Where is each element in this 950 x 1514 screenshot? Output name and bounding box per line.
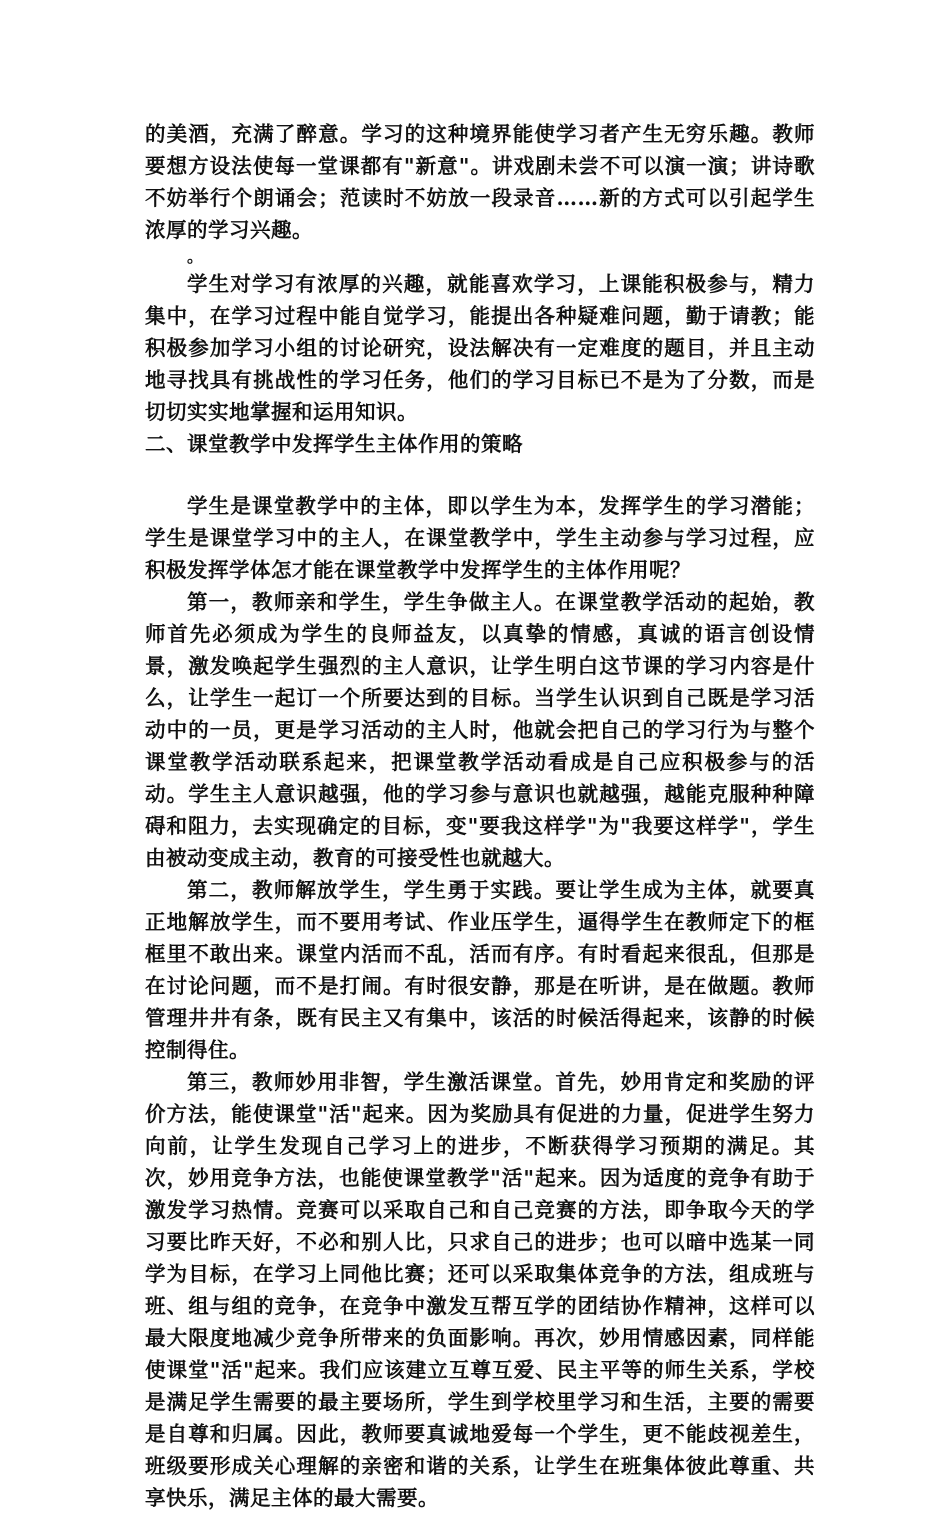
document-page <box>145 118 815 1514</box>
paragraph-first-strategy: 第一，教师亲和学生，学生争做主人。在课堂教学活动的起始，教师首先必须成为学生的良师益友，以真挚的情感，真诚的语言创设情景，激发唤起学生强烈的主人意识，让学生明白这节课的学习内容是什么，让学生一起订一个所要达到的目标。当学生认识到自己既是学习活动中的一员，更是学习活动的主人时，他就会把自己的学习行为与整个课堂教学活动联系起来，把课堂教学活动看成是自己应积极参与的活动。学生主人意识越强，他的学习参与意识也就越强，越能克服种种障碍和阻力，去实现确定的目标，变"要我这样学"为"我要这样学"，学生由被动变成主动，教育的可接受性也就越大。 <box>145 590 815 870</box>
paragraph-subject-role: 学生是课堂教学中的主体，即以学生为本，发挥学生的学习潜能；学生是课堂学习中的主人，在课堂教学中，学生主动参与学习过程，应积极发挥学体怎才能在课堂教学中发挥学生的主体作用呢？ <box>145 494 815 582</box>
paragraph-interest: 学生对学习有浓厚的兴趣，就能喜欢学习，上课能积极参与，精力集中，在学习过程中能自觉学习，能提出各种疑难问题，勤于请教；能积极参加学习小组的讨论研究，设法解决有一定难度的题目，并且主动地寻找具有挑战性的学习任务，他们的学习目标已不是为了分数，而是切切实实地掌握和运用知识。 <box>145 272 815 424</box>
stray-dot: 。 <box>187 247 204 266</box>
paragraph-second-strategy: 第二，教师解放学生，学生勇于实践。要让学生成为主体，就要真正地解放学生，而不要用考试、作业压学生，逼得学生在教师定下的框框里不敢出来。课堂内活而不乱，活而有序。有时看起来很乱，但那是在讨论问题，而不是打闹。有时很安静，那是在听讲，是在做题。教师管理井井有条，既有民主又有集中，该活的时候活得起来，该静的时候控制得住。 <box>145 878 815 1062</box>
paragraph-third-strategy: 第三，教师妙用非智，学生激活课堂。首先，妙用肯定和奖励的评价方法，能使课堂"活"起来。因为奖励具有促进的力量，促进学生努力向前，让学生发现自己学习上的进步，不断获得学习预期的满足。其次，妙用竞争方法，也能使课堂教学"活"起来。因为适度的竞争有助于激发学习热情。竞赛可以采取自己和自己竞赛的方法，即争取今天的学习要比昨天好，不必和别人比，只求自己的进步；也可以暗中选某一同学为目标，在学习上同他比赛；还可以采取集体竞争的方法，组成班与班、组与组的竞争，在竞争中激发互帮互学的团结协作精神，这样可以最大限度地减少竞争所带来的负面影响。再次，妙用情感因素，同样能使课堂"活"起来。我们应该建立互尊互爱、民主平等的师生关系，学校是满足学生需要的最主要场所，学生到学校里学习和生活，主要的需要是自尊和归属。因此，教师要真诚地爱每一个学生，更不能歧视差生，班级要形成关心理解的亲密和谐的关系，让学生在班集体彼此尊重、共享快乐，满足主体的最大需要。 <box>145 1070 815 1510</box>
paragraph-continuation: 的美酒，充满了醉意。学习的这种境界能使学习者产生无穷乐趣。教师要想方设法使每一堂课都有"新意"。讲戏剧未尝不可以演一演；讲诗歌不妨举行个朗诵会；范读时不妨放一段录音……新的方式可以引起学生浓厚的学习兴趣。 <box>145 122 815 242</box>
section-heading: 二、课堂教学中发挥学生主体作用的策略 <box>145 432 523 456</box>
section-gap <box>145 460 815 490</box>
